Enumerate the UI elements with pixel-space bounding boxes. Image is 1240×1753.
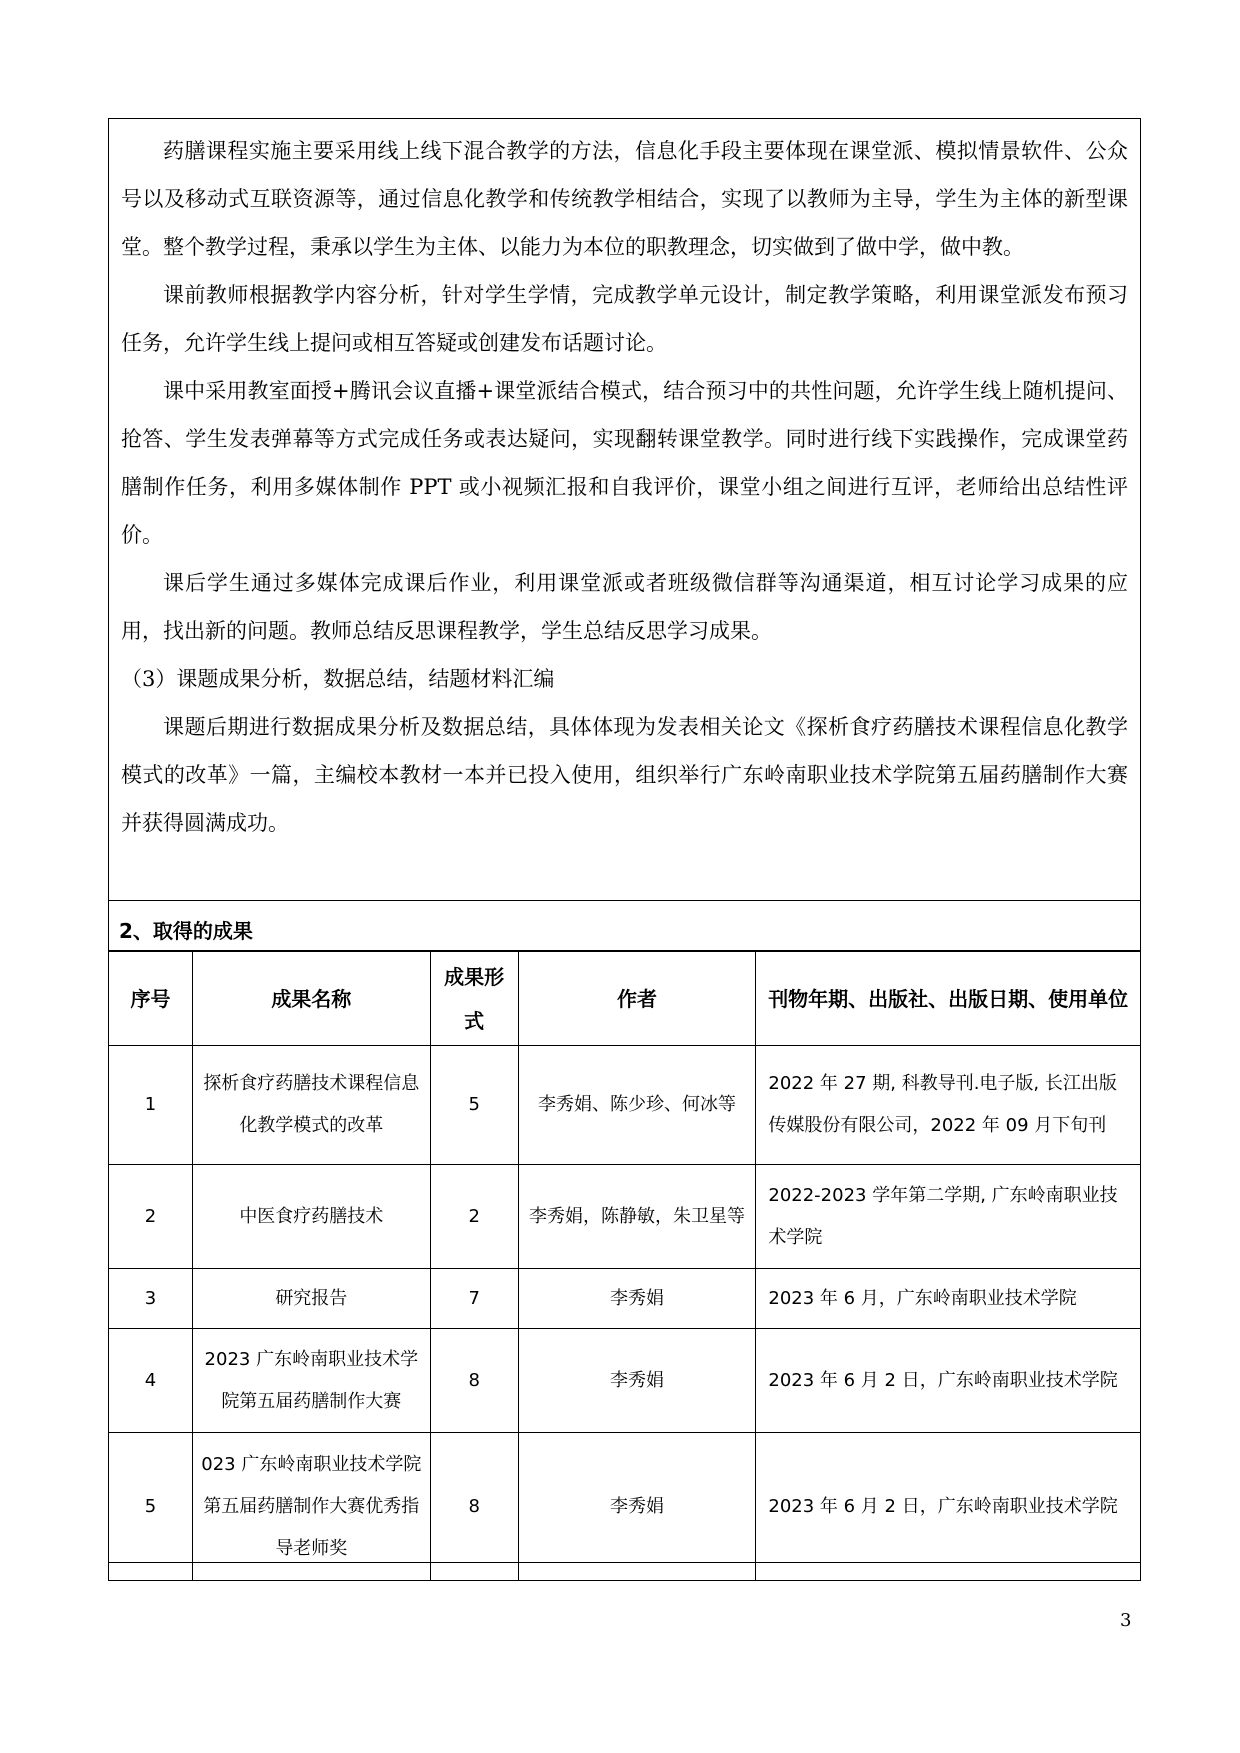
cell-publication: 2023 年 6 月，广东岭南职业技术学院 [756,1269,1141,1329]
cell-publication: 2023 年 6 月 2 日，广东岭南职业技术学院 [756,1329,1141,1433]
paragraph-pre-class: 课前教师根据教学内容分析，针对学生学情，完成教学单元设计，制定教学策略，利用课堂派发布预习任务，允许学生线上提问或相互答疑或创建发布话题讨论。 [121,283,1128,355]
section-title: 2、取得的成果 [109,901,1140,951]
cell-author: 李秀娟 [518,1269,756,1329]
table-row [109,1046,1141,1165]
document-frame [108,118,1141,1563]
cell-form: 8 [430,1329,518,1433]
cell-publication: 2022 年 27 期, 科教导刊.电子版, 长江出版传媒股份有限公司，2022 年 09 月下旬刊 [756,1046,1141,1165]
paragraph-post-class: 课后学生通过多媒体完成课后作业，利用课堂派或者班级微信群等沟通渠道，相互讨论学习成果的应用，找出新的问题。教师总结反思课程教学，学生总结反思学习成果。 [121,571,1128,643]
paragraph-in-class: 课中采用教室面授+腾讯会议直播+课堂派结合模式，结合预习中的共性问题，允许学生线上随机提问、抢答、学生发表弹幕等方式完成任务或表达疑问，实现翻转课堂教学。同时进行线下实践操作，完成课堂药膳制作任务，利用多媒体制作 PPT 或小视频汇报和自我评价，课堂小组之间进行互评，老师给出总结性评价。 [121,379,1128,547]
header-publication: 刊物年期、出版社、出版日期、使用单位 [756,952,1141,1046]
cell-author: 李秀娟 [518,1433,756,1581]
cell-title: 2023 广东岭南职业技术学院第五届药膳制作大赛 [192,1329,430,1433]
cell-form: 8 [430,1433,518,1581]
header-title: 成果名称 [192,952,430,1046]
header-form: 成果形式 [430,952,518,1046]
cell-index: 4 [109,1329,193,1433]
cell-form: 2 [430,1165,518,1269]
cell-title: 023 广东岭南职业技术学院第五届药膳制作大赛优秀指导老师奖 [192,1433,430,1581]
cell-publication: 2023 年 6 月 2 日，广东岭南职业技术学院 [756,1433,1141,1581]
cell-index: 1 [109,1046,193,1165]
cell-index: 2 [109,1165,193,1269]
cell-publication: 2022-2023 学年第二学期, 广东岭南职业技术学院 [756,1165,1141,1269]
cell-index: 3 [109,1269,193,1329]
cell-index: 5 [109,1433,193,1581]
results-table [108,951,1141,1581]
cell-title: 探析食疗药膳技术课程信息化教学模式的改革 [192,1046,430,1165]
page-number: 3 [1120,1610,1132,1631]
table-row [109,1269,1141,1329]
table-row [109,1165,1141,1269]
cell-author: 李秀娟 [518,1329,756,1433]
cell-title: 中医食疗药膳技术 [192,1165,430,1269]
cell-title: 研究报告 [192,1269,430,1329]
text-cell [109,119,1140,901]
header-author: 作者 [518,952,756,1046]
table-header-row [109,952,1141,1046]
paragraph-data-summary: 课题后期进行数据成果分析及数据总结，具体体现为发表相关论文《探析食疗药膳技术课程信息化教学模式的改革》一篇，主编校本教材一本并已投入使用，组织举行广东岭南职业技术学院第五届药膳制作大赛并获得圆满成功。 [121,715,1128,835]
cell-author: 李秀娟，陈静敏，朱卫星等 [518,1165,756,1269]
header-index: 序号 [109,952,193,1046]
table-row [109,1329,1141,1433]
paragraph-blended-teaching: 药膳课程实施主要采用线上线下混合教学的方法，信息化手段主要体现在课堂派、模拟情景软件、公众号以及移动式互联资源等，通过信息化教学和传统教学相结合，实现了以教师为主导，学生为主体的新型课堂。整个教学过程，秉承以学生为主体、以能力为本位的职教理念，切实做到了做中学，做中教。 [121,139,1128,259]
cell-form: 5 [430,1046,518,1165]
cell-form: 7 [430,1269,518,1329]
cell-author: 李秀娟、陈少珍、何冰等 [518,1046,756,1165]
subheading-results-analysis: （3）课题成果分析，数据总结，结题材料汇编 [121,667,555,691]
table-row [109,1433,1141,1581]
